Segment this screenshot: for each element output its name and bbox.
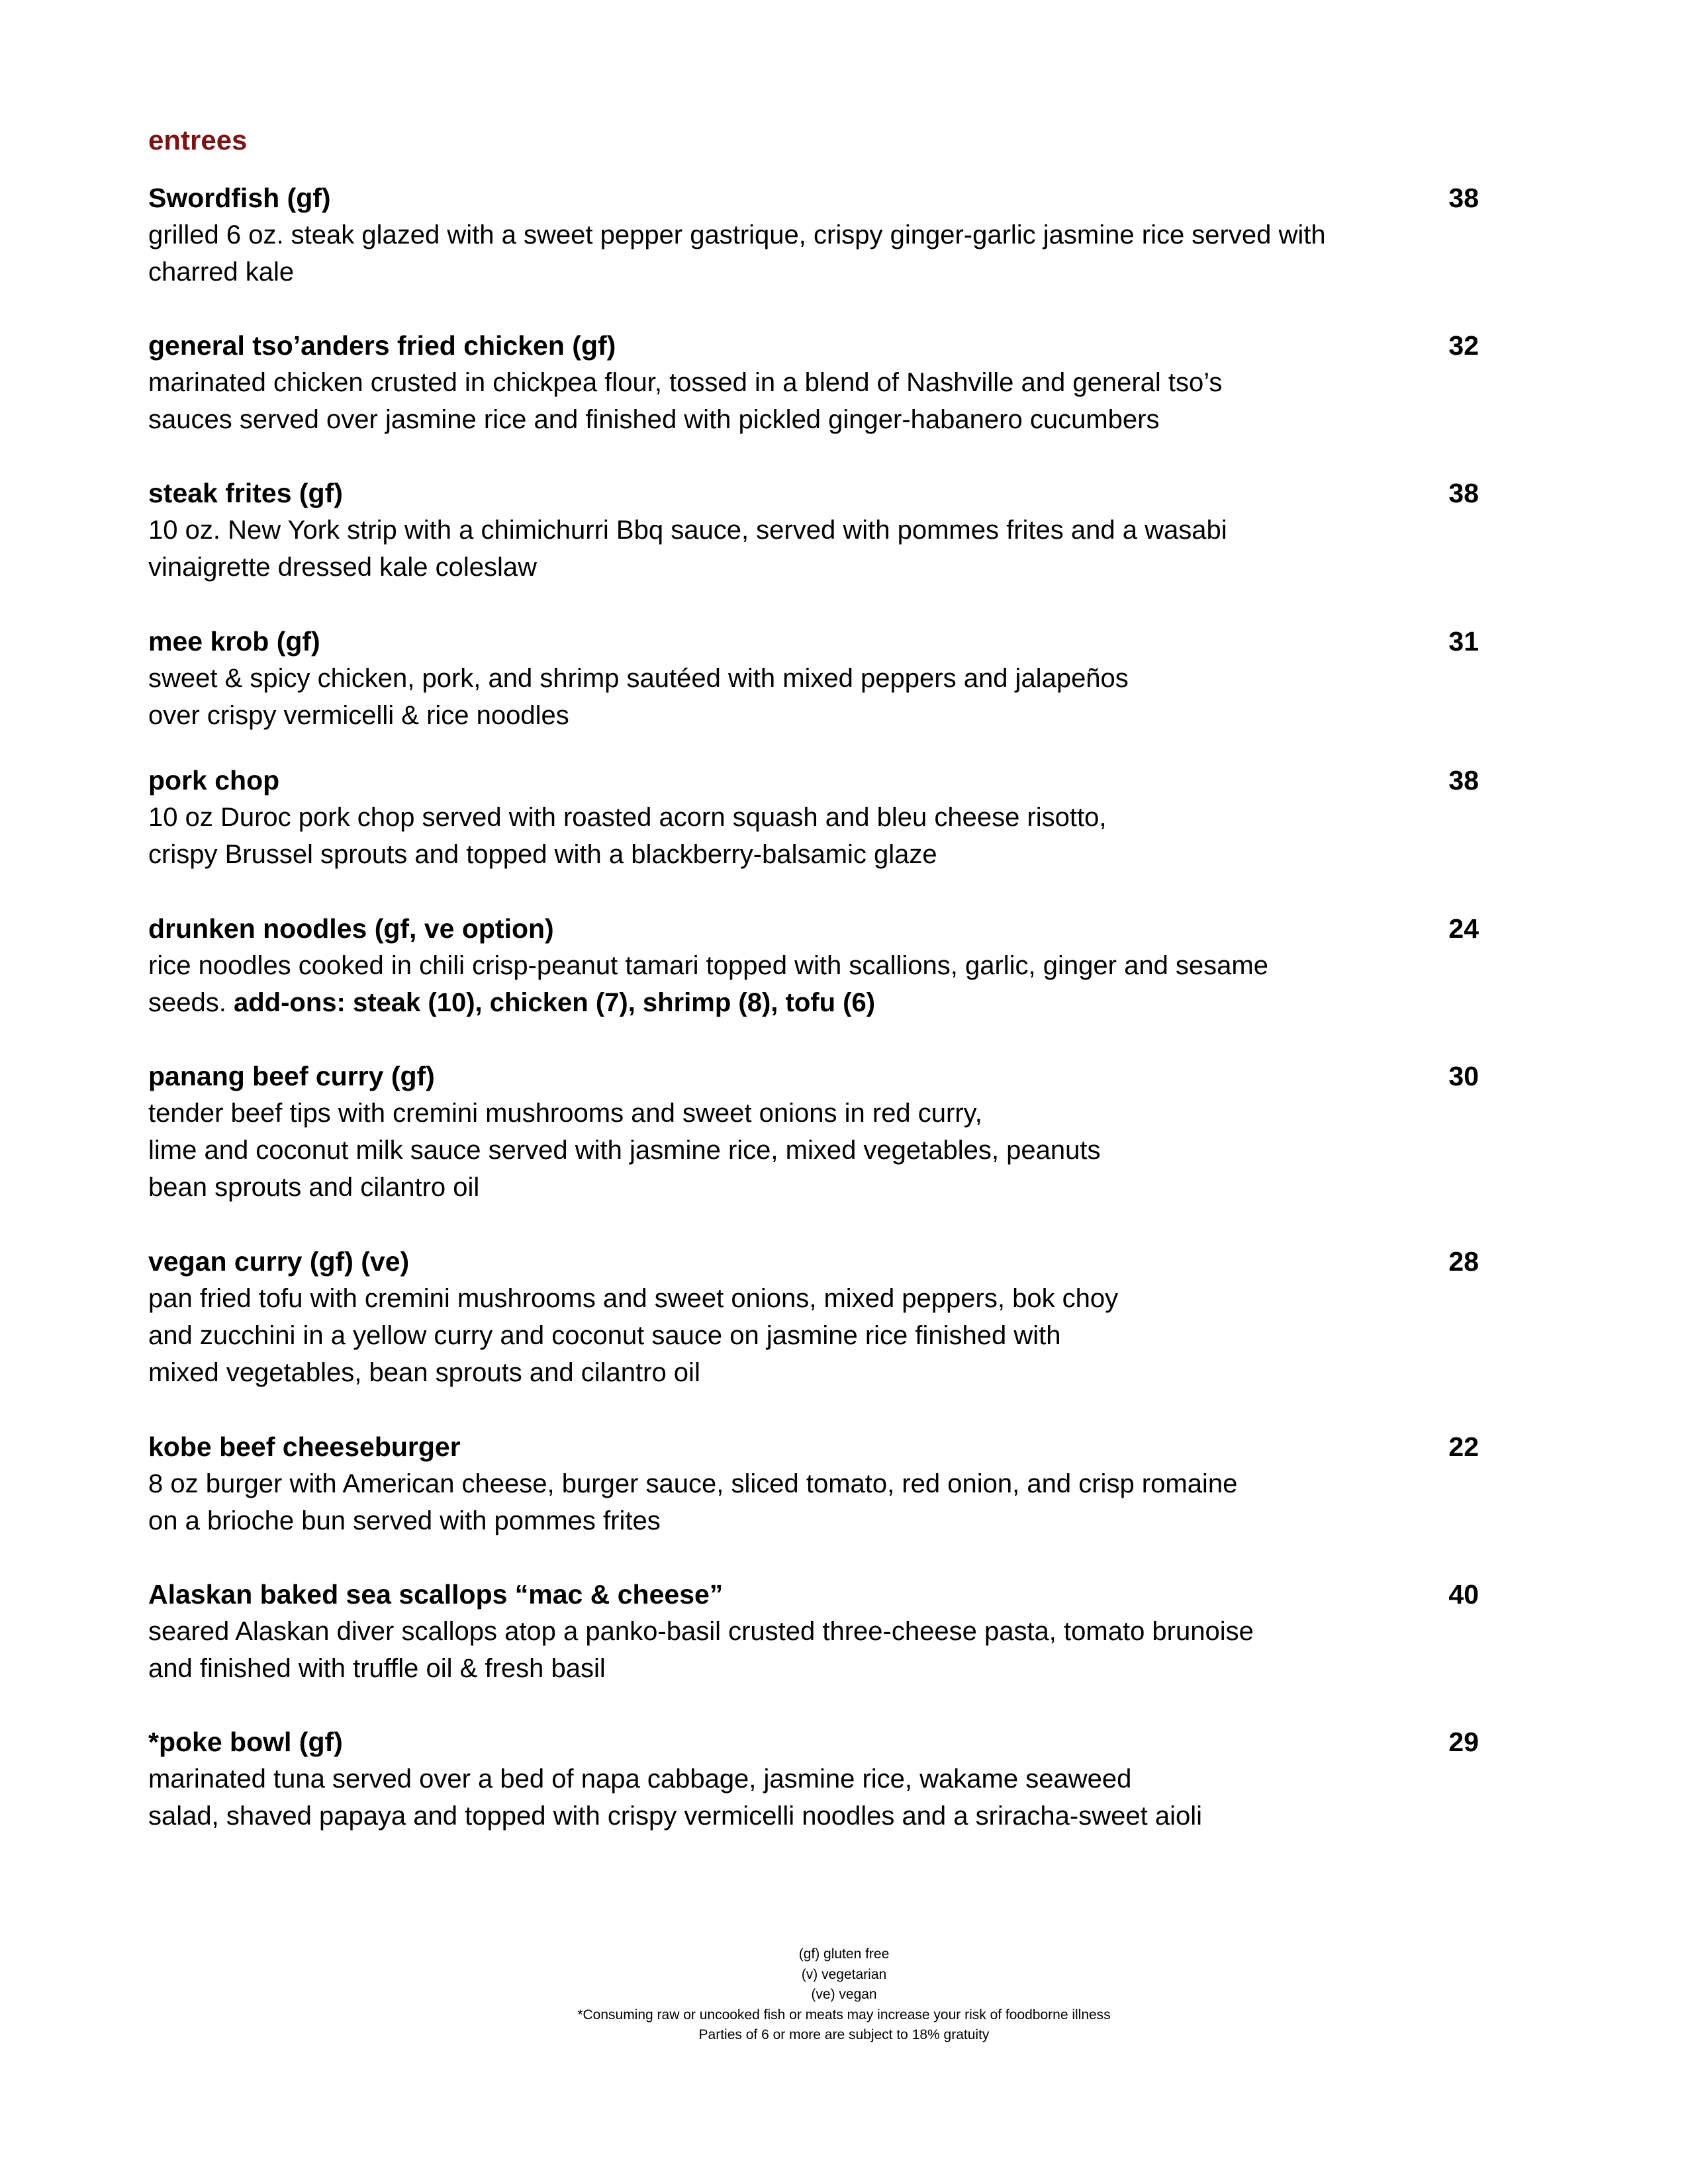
menu-item-price: 29 bbox=[1448, 1727, 1479, 1757]
description-line: grilled 6 oz. steak glazed with a sweet pepper gastrique, crispy ginger-garlic jasmine rice served with bbox=[148, 220, 1326, 250]
menu-item-name: general tso’anders fried chicken (gf) bbox=[148, 330, 616, 361]
description-line: 10 oz. New York strip with a chimichurri Bbq sauce, served with pommes frites and a wasabi bbox=[148, 516, 1227, 545]
menu-item-name: pork chop bbox=[148, 765, 280, 796]
description-line bbox=[148, 984, 1406, 1021]
menu-section-title: entrees bbox=[148, 124, 248, 156]
menu-item-vegan-curry bbox=[148, 1243, 1479, 1391]
menu-item-description bbox=[148, 1465, 1406, 1539]
menu-item-description bbox=[148, 364, 1406, 438]
description-line: bean sprouts and cilantro oil bbox=[148, 1173, 480, 1202]
menu-item-price: 22 bbox=[1448, 1432, 1479, 1462]
menu-item-description bbox=[148, 216, 1406, 291]
menu-item-name: kobe beef cheeseburger bbox=[148, 1432, 461, 1462]
description-line: marinated tuna served over a bed of napa cabbage, jasmine rice, wakame seaweed bbox=[148, 1764, 1132, 1794]
description-line: sweet & spicy chicken, pork, and shrimp sautéed with mixed peppers and jalapeños bbox=[148, 664, 1129, 693]
menu-item-price: 40 bbox=[1448, 1579, 1479, 1610]
description-line: tender beef tips with cremini mushrooms and sweet onions in red curry, bbox=[148, 1099, 982, 1128]
description-line: 10 oz Duroc pork chop served with roasted acorn squash and bleu cheese risotto, bbox=[148, 803, 1107, 832]
menu-item-panang-beef-curry bbox=[148, 1058, 1479, 1206]
description-line: lime and coconut milk sauce served with jasmine rice, mixed vegetables, peanuts bbox=[148, 1136, 1101, 1165]
menu-item-price: 31 bbox=[1448, 626, 1479, 657]
menu-item-description bbox=[148, 799, 1406, 873]
description-line: marinated chicken crusted in chickpea flour, tossed in a blend of Nashville and general tso’s bbox=[148, 368, 1223, 397]
footer-line-vegan: (ve) vegan bbox=[811, 1987, 877, 2002]
menu-item-price: 38 bbox=[1448, 183, 1479, 213]
description-line: over crispy vermicelli & rice noodles bbox=[148, 701, 569, 730]
footer-line-gratuity: Parties of 6 or more are subject to 18% gratuity bbox=[698, 2027, 990, 2042]
description-line: pan fried tofu with cremini mushrooms and sweet onions, mixed peppers, bok choy bbox=[148, 1284, 1119, 1313]
description-line: seared Alaskan diver scallops atop a panko-basil crusted three-cheese pasta, tomato brunoise bbox=[148, 1617, 1254, 1646]
menu-item-price: 32 bbox=[1448, 330, 1479, 361]
menu-item-name: steak frites (gf) bbox=[148, 478, 343, 508]
menu-item-name: *poke bowl (gf) bbox=[148, 1727, 343, 1757]
description-line: rice noodles cooked in chili crisp-peanut tamari topped with scallions, garlic, ginger and sesame bbox=[148, 951, 1268, 980]
menu-item-price: 38 bbox=[1448, 478, 1479, 508]
footer-line-vegetarian: (v) vegetarian bbox=[801, 1966, 887, 1982]
menu-item-description bbox=[148, 512, 1406, 586]
menu-item-description bbox=[148, 1095, 1406, 1206]
menu-item-kobe-beef-cheeseburger bbox=[148, 1428, 1479, 1539]
menu-item-swordfish bbox=[148, 179, 1479, 291]
description-line: and zucchini in a yellow curry and coconut sauce on jasmine rice finished with bbox=[148, 1321, 1061, 1350]
menu-item-pork-chop bbox=[148, 762, 1479, 873]
menu-item-description bbox=[148, 1280, 1406, 1391]
menu-item-poke-bowl bbox=[148, 1723, 1479, 1835]
menu-item-general-tso-fried-chicken bbox=[148, 327, 1479, 438]
menu-footer-legend bbox=[0, 1944, 1688, 2046]
menu-item-price: 38 bbox=[1448, 765, 1479, 796]
menu-item-name: Alaskan baked sea scallops “mac & cheese” bbox=[148, 1579, 724, 1610]
menu-item-name: Swordfish (gf) bbox=[148, 183, 331, 213]
add-ons-text: add-ons: steak (10), chicken (7), shrimp (8), tofu (6) bbox=[233, 988, 876, 1017]
menu-item-name: mee krob (gf) bbox=[148, 626, 320, 657]
menu-item-price: 30 bbox=[1448, 1061, 1479, 1091]
menu-item-steak-frites bbox=[148, 475, 1479, 586]
menu-item-name: drunken noodles (gf, ve option) bbox=[148, 913, 554, 944]
description-line: crispy Brussel sprouts and topped with a blackberry-balsamic glaze bbox=[148, 840, 937, 869]
menu-item-mee-krob bbox=[148, 623, 1479, 734]
menu-item-name: panang beef curry (gf) bbox=[148, 1061, 435, 1091]
menu-item-description bbox=[148, 947, 1406, 1021]
description-line: and finished with truffle oil & fresh basil bbox=[148, 1654, 606, 1683]
description-line: charred kale bbox=[148, 257, 295, 287]
footer-line-consumer-advisory: *Consuming raw or uncooked fish or meats may increase your risk of foodborne illness bbox=[577, 2007, 1111, 2023]
description-line: vinaigrette dressed kale coleslaw bbox=[148, 553, 537, 582]
menu-item-price: 28 bbox=[1448, 1246, 1479, 1277]
description-line: mixed vegetables, bean sprouts and cilantro oil bbox=[148, 1358, 700, 1387]
description-line: sauces served over jasmine rice and finished with pickled ginger-habanero cucumbers bbox=[148, 405, 1160, 434]
menu-item-drunken-noodles bbox=[148, 910, 1479, 1021]
menu-item-description bbox=[148, 1760, 1406, 1835]
footer-line-gluten-free: (gf) gluten free bbox=[798, 1946, 890, 1962]
menu-item-description bbox=[148, 660, 1406, 734]
description-line: salad, shaved papaya and topped with crispy vermicelli noodles and a sriracha-sweet aioli bbox=[148, 1801, 1202, 1831]
menu-item-description bbox=[148, 1613, 1406, 1687]
description-line: on a brioche bun served with pommes frites bbox=[148, 1506, 661, 1535]
menu-item-price: 24 bbox=[1448, 913, 1479, 944]
description-line: 8 oz burger with American cheese, burger sauce, sliced tomato, red onion, and crisp romaine bbox=[148, 1469, 1238, 1498]
menu-item-alaskan-sea-scallops bbox=[148, 1576, 1479, 1687]
description-fragment: seeds. bbox=[148, 988, 226, 1017]
menu-item-name: vegan curry (gf) (ve) bbox=[148, 1246, 410, 1277]
